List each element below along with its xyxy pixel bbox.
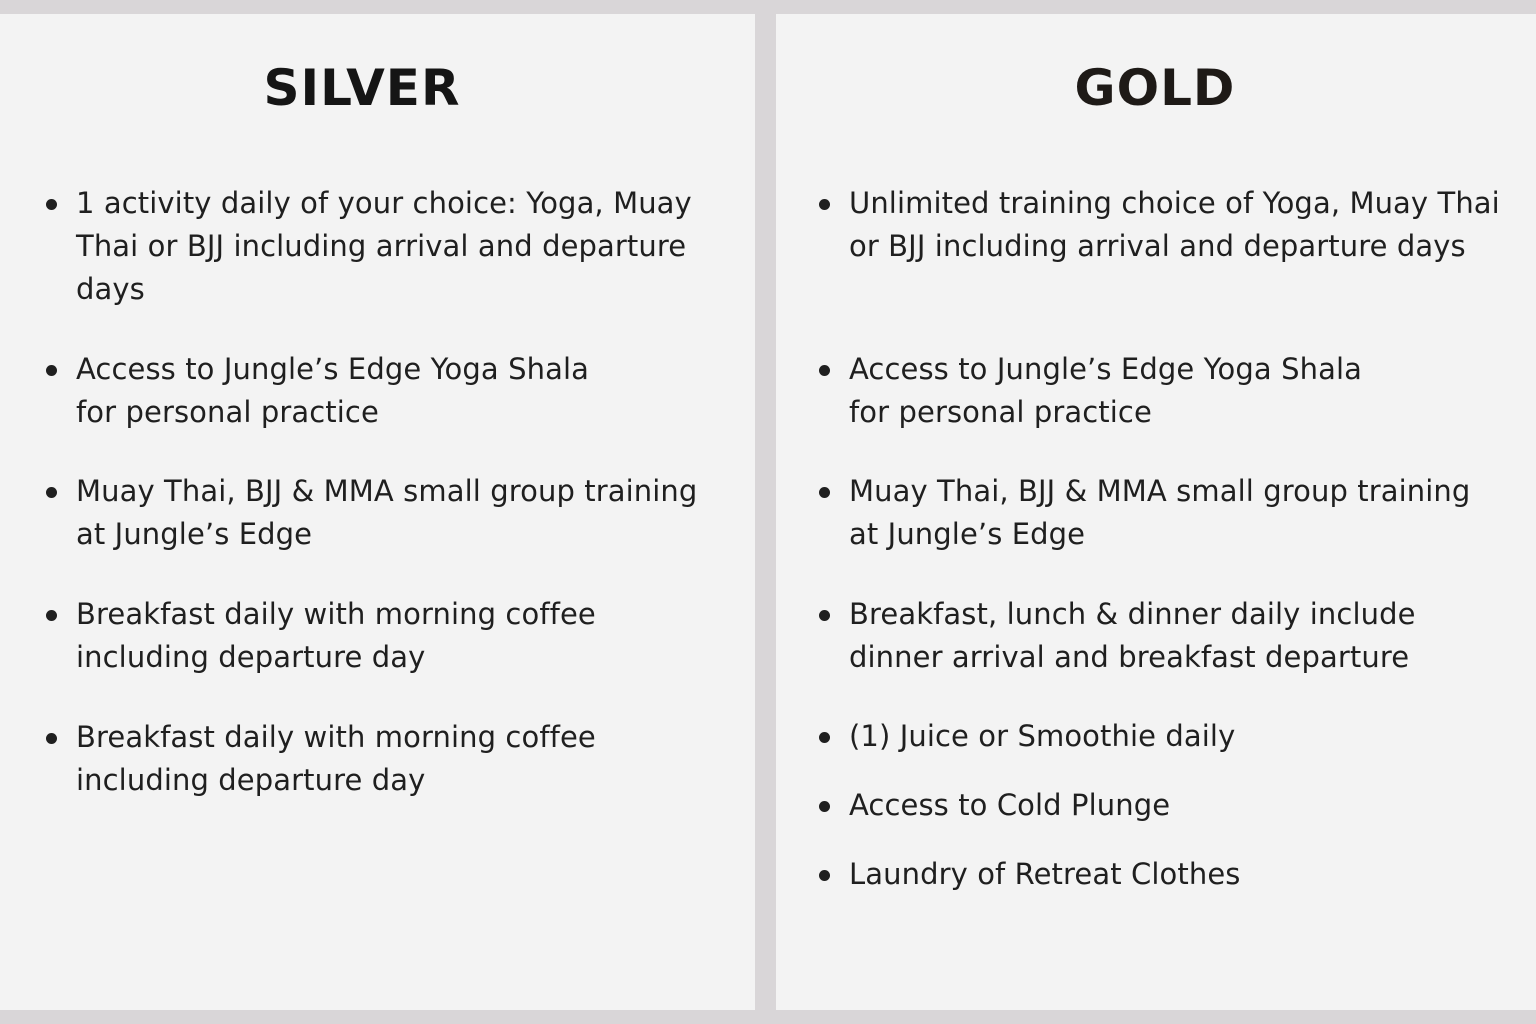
silver-feature-text: 1 activity daily of your choice: Yoga, Muay Thai or BJJ including arrival and departure days [76, 186, 692, 306]
gold-feature-item [849, 182, 1533, 268]
silver-feature-item [76, 348, 736, 434]
silver-tier-panel [0, 14, 755, 1010]
gold-feature-text: Access to Cold Plunge [849, 788, 1171, 822]
bullet-icon [819, 732, 830, 743]
gold-feature-text: Breakfast, lunch & dinner daily include dinner arrival and breakfast departure [849, 597, 1416, 674]
bullet-icon [819, 365, 830, 376]
silver-feature-text: Muay Thai, BJJ & MMA small group training at Jungle’s Edge [76, 474, 698, 551]
bullet-icon [819, 487, 830, 498]
gold-feature-item [849, 470, 1533, 556]
bullet-icon [46, 199, 57, 210]
bullet-icon [819, 801, 830, 812]
gold-feature-text: Access to Jungle’s Edge Yoga Shala for personal practice [849, 352, 1362, 429]
gold-feature-item [849, 593, 1533, 679]
silver-feature-text: Breakfast daily with morning coffee including departure day [76, 597, 596, 674]
gold-feature-text: Muay Thai, BJJ & MMA small group training at Jungle’s Edge [849, 474, 1471, 551]
bullet-icon [46, 365, 57, 376]
silver-feature-item [76, 716, 736, 802]
gold-tier-title: GOLD [1074, 59, 1236, 117]
gold-feature-text: Laundry of Retreat Clothes [849, 857, 1241, 891]
silver-feature-text: Access to Jungle’s Edge Yoga Shala for personal practice [76, 352, 589, 429]
gold-feature-item [849, 348, 1533, 434]
gold-feature-item [849, 784, 1533, 827]
silver-tier-title: SILVER [263, 59, 461, 117]
gold-feature-text: (1) Juice or Smoothie daily [849, 719, 1236, 753]
bullet-icon [819, 610, 830, 621]
silver-feature-item [76, 593, 736, 679]
gold-feature-item [849, 715, 1533, 758]
bullet-icon [819, 870, 830, 881]
silver-feature-item [76, 470, 736, 556]
bullet-icon [46, 487, 57, 498]
gold-tier-panel [776, 14, 1536, 1010]
bullet-icon [46, 610, 57, 621]
gold-feature-text: Unlimited training choice of Yoga, Muay Thai or BJJ including arrival and departure days [849, 186, 1500, 263]
silver-feature-text: Breakfast daily with morning coffee including departure day [76, 720, 596, 797]
gold-feature-item [849, 853, 1533, 896]
silver-feature-item [76, 182, 736, 311]
bullet-icon [46, 733, 57, 744]
bullet-icon [819, 199, 830, 210]
